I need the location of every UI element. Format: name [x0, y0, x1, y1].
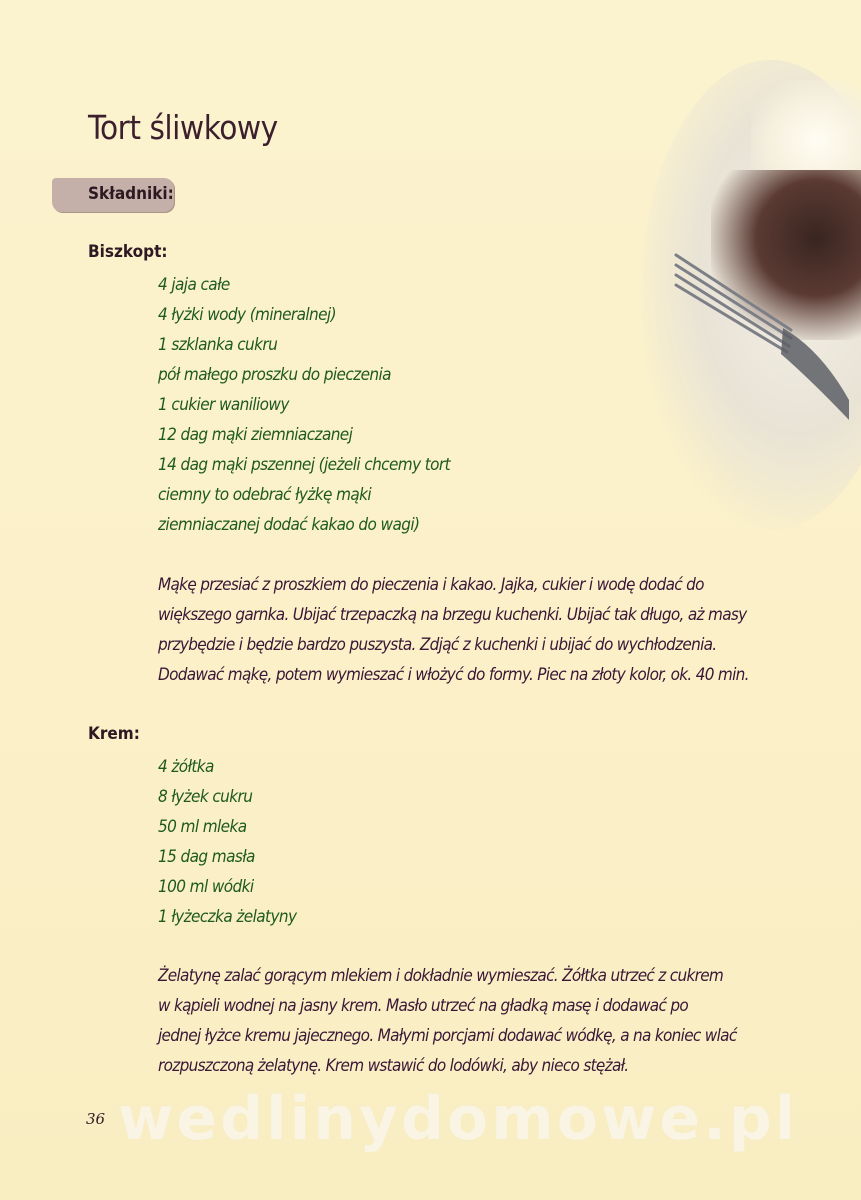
- ingredients-tab: [52, 178, 174, 212]
- sponge-ingredient-list: [158, 270, 450, 540]
- sponge-heading: Biszkopt:: [88, 242, 168, 262]
- list-item: 4 jaja całe: [158, 275, 230, 295]
- cream-instructions: [158, 961, 798, 1081]
- cream-heading: Krem:: [88, 724, 140, 744]
- list-item: 1 szklanka cukru: [158, 335, 278, 355]
- instruction-line: rozpuszczoną żelatynę. Krem wstawić do lodówki, aby nieco stężał.: [158, 1056, 629, 1076]
- instruction-line: Dodawać mąkę, potem wymieszać i włożyć do formy. Piec na złoty kolor, ok. 40 min.: [158, 665, 749, 685]
- watermark: wedlinydomowe.pl: [118, 1084, 799, 1154]
- page-title: Tort śliwkowy: [88, 108, 278, 147]
- list-item: 14 dag mąki pszennej (jeżeli chcemy tort: [158, 455, 451, 475]
- list-item: 100 ml wódki: [158, 877, 254, 897]
- ingredients-label: Składniki:: [88, 184, 174, 204]
- cream-ingredient-list: [158, 752, 296, 932]
- list-item: ciemny to odebrać łyżkę mąki: [158, 485, 372, 505]
- instruction-line: przybędzie i będzie bardzo puszysta. Zdjąć z kuchenki i ubijać do wychłodzenia.: [158, 635, 717, 655]
- sponge-instructions: [158, 570, 798, 690]
- instruction-line: w kąpieli wodnej na jasny krem. Masło utrzeć na gładką masę i dodawać po: [158, 996, 688, 1016]
- list-item: 12 dag mąki ziemniaczanej: [158, 425, 353, 445]
- list-item: pół małego proszku do pieczenia: [158, 365, 391, 385]
- page-number: 36: [86, 1110, 106, 1128]
- list-item: 15 dag masła: [158, 847, 255, 867]
- instruction-line: Żelatynę zalać gorącym mlekiem i dokładnie wymieszać. Żółtka utrzeć z cukrem: [158, 966, 724, 986]
- fork-icon: [671, 250, 851, 420]
- list-item: 1 cukier waniliowy: [158, 395, 289, 415]
- list-item: 4 łyżki wody (mineralnej): [158, 305, 336, 325]
- instruction-line: jednej łyżce kremu jajecznego. Małymi porcjami dodawać wódkę, a na koniec wlać: [158, 1026, 737, 1046]
- list-item: ziemniaczanej dodać kakao do wagi): [158, 515, 420, 535]
- instruction-line: Mąkę przesiać z proszkiem do pieczenia i kakao. Jajka, cukier i wodę dodać do: [158, 575, 704, 595]
- list-item: 1 łyżeczka żelatyny: [158, 907, 297, 927]
- instruction-line: większego garnka. Ubijać trzepaczką na brzegu kuchenki. Ubijać tak długo, aż masy: [158, 605, 747, 625]
- list-item: 4 żółtka: [158, 757, 214, 777]
- list-item: 50 ml mleka: [158, 817, 247, 837]
- list-item: 8 łyżek cukru: [158, 787, 253, 807]
